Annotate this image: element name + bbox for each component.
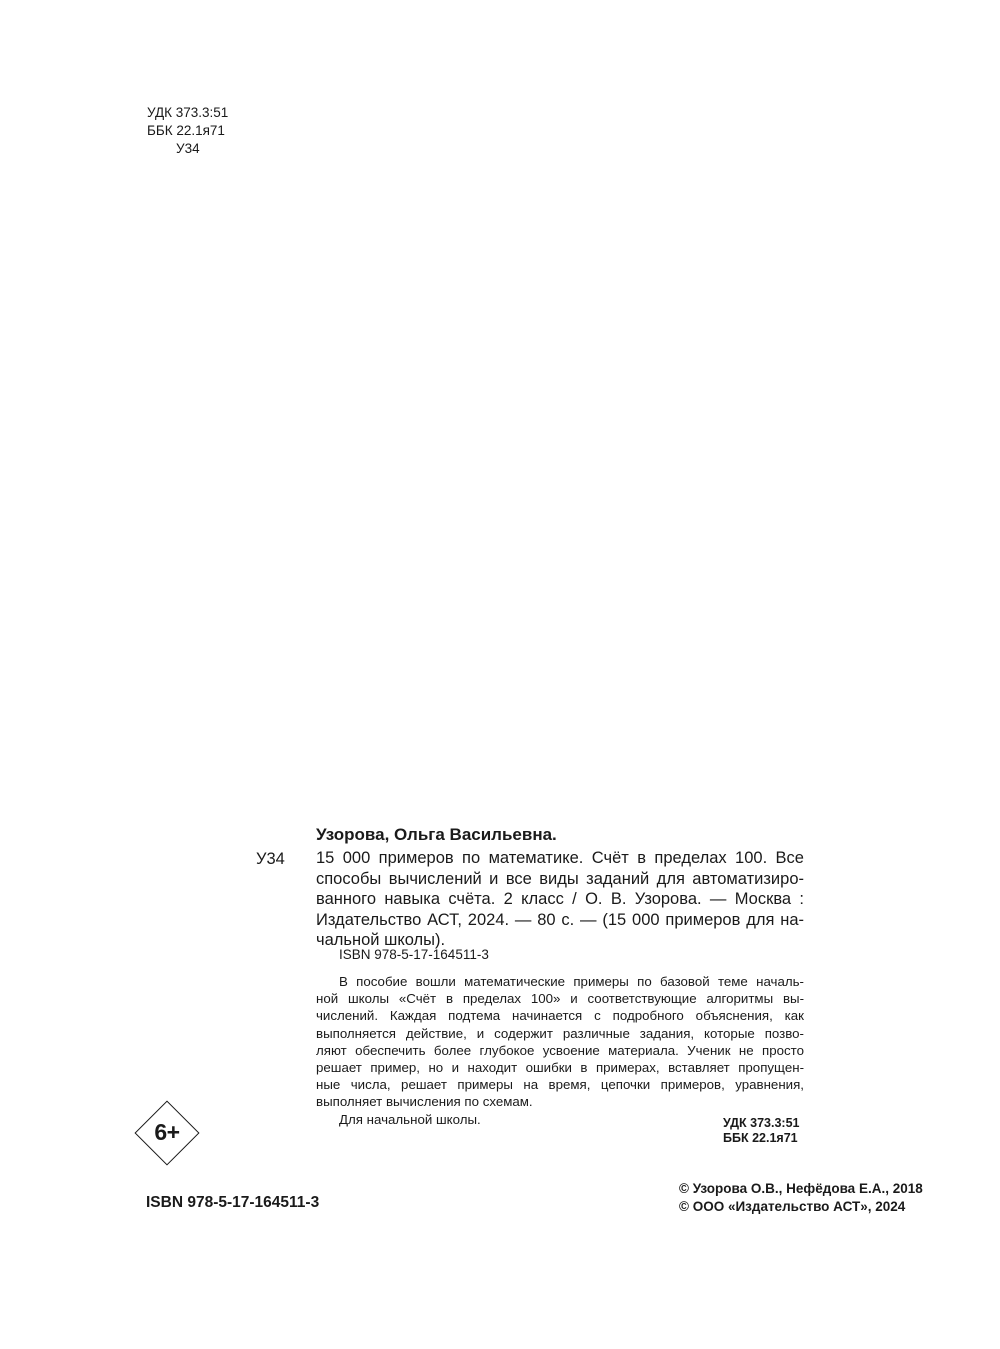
annotation-line: выполняется действие, и содержит различные задания, которые позво- <box>316 1025 804 1041</box>
bbk-code: ББК 22.1я71 <box>147 123 225 138</box>
udk-code: УДК 373.3:51 <box>147 105 229 120</box>
annotation-line: ные числа, решает примеры на время, цепочки примеров, уравнения, <box>316 1077 804 1093</box>
udk-code-bottom: УДК 373.3:51 <box>723 1116 800 1130</box>
annotation-line: ной школы «Счёт в пределах 100» и соответствующие алгоритмы вы- <box>316 991 804 1007</box>
isbn-main: ISBN 978-5-17-164511-3 <box>146 1194 320 1211</box>
age-rating-text: 6+ <box>154 1119 180 1145</box>
copyright-line: © ООО «Издательство АСТ», 2024 <box>679 1199 906 1214</box>
annotation-line: решает пример, но и находит ошибки в примерах, вставляет пропущен- <box>316 1060 804 1076</box>
age-rating-badge <box>131 1097 203 1169</box>
card-description <box>316 848 804 951</box>
annotation-line: выполняет вычисления по схемам. <box>316 1094 533 1110</box>
card-description-line: чальной школы). <box>316 931 446 950</box>
card-description-line: способы вычислений и все виды заданий для автоматизиро- <box>316 869 804 888</box>
annotation-line: числений. Каждая подтема начинается с подробного объяснения, как <box>316 1008 804 1024</box>
card-description-line: ванного навыка счёта. 2 класс / О. В. Узорова. — Москва : <box>316 890 804 909</box>
card-author: Узорова, Ольга Васильевна. <box>316 825 557 844</box>
card-author-mark: У34 <box>256 850 285 868</box>
bottom-classification-codes <box>723 1116 800 1146</box>
author-mark: У34 <box>176 141 200 156</box>
annotation-line: ляют обеспечить более глубокое усвоение материала. Ученик не просто <box>316 1042 804 1058</box>
card-description-line: Издательство АСТ, 2024. — 80 с. — (15 000 примеров для на- <box>316 910 804 929</box>
top-classification-codes <box>147 104 228 158</box>
bbk-code-bottom: ББК 22.1я71 <box>723 1131 798 1145</box>
card-description-line: 15 000 примеров по математике. Счёт в пределах 100. Все <box>316 849 804 867</box>
card-isbn: ISBN 978-5-17-164511-3 <box>339 947 489 962</box>
copyright-line: © Узорова О.В., Нефёдова Е.А., 2018 <box>679 1181 923 1196</box>
annotation-line: В пособие вошли математические примеры по базовой теме началь- <box>339 974 804 989</box>
annotation-audience: Для начальной школы. <box>339 1111 481 1127</box>
copyright-block <box>679 1180 923 1216</box>
annotation <box>316 973 804 1128</box>
